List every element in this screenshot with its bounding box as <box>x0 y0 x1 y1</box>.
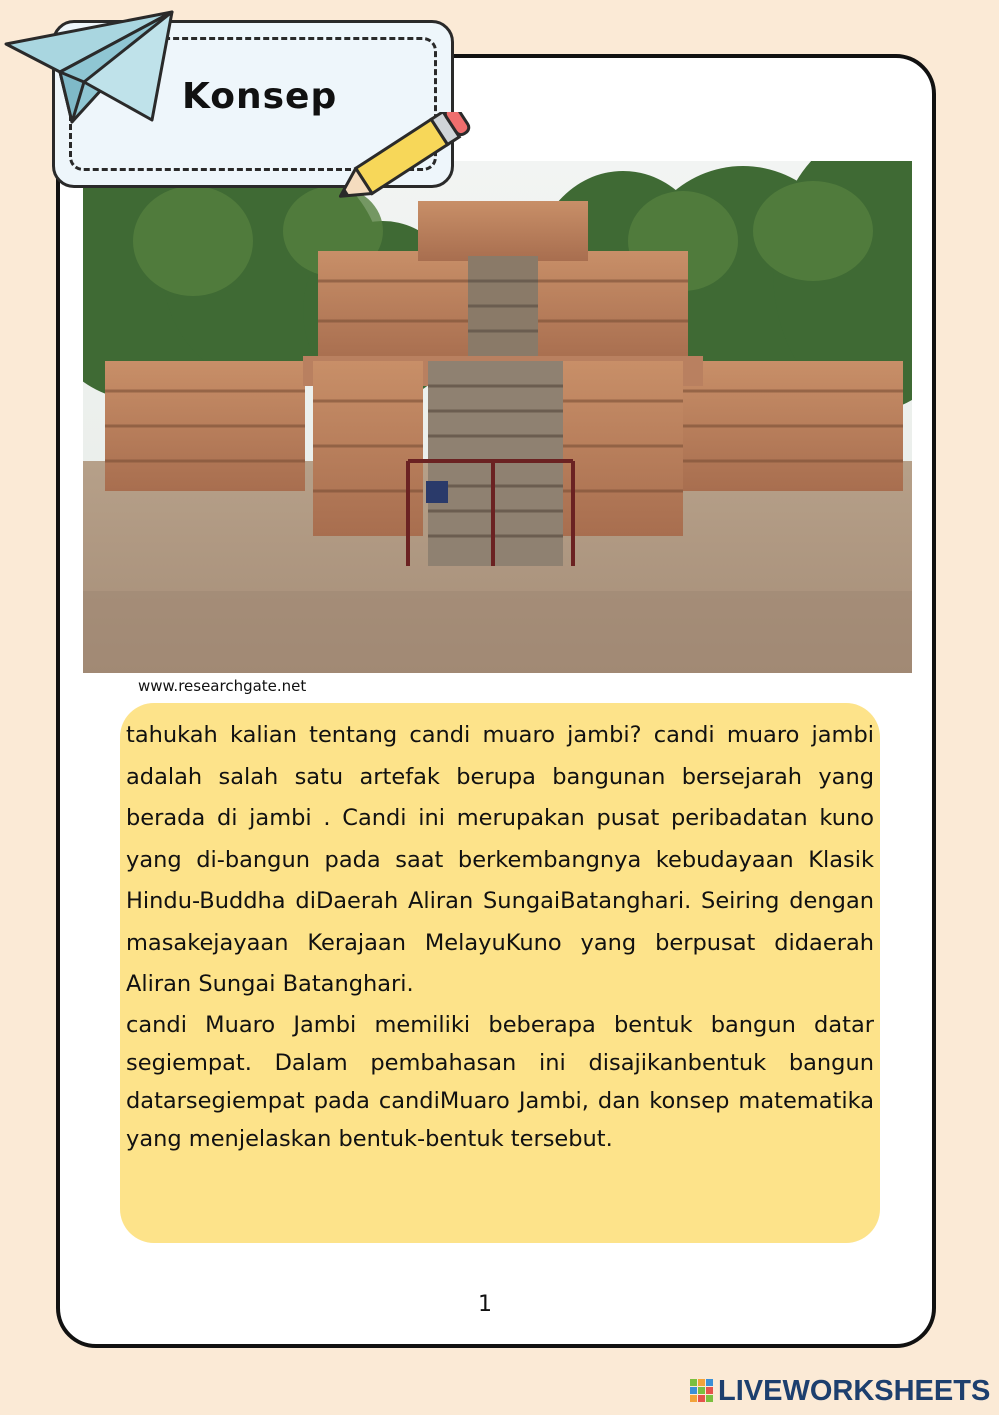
paper-plane-icon <box>0 0 180 140</box>
image-credit: www.researchgate.net <box>138 677 307 695</box>
concept-label: Konsep <box>182 76 338 117</box>
paragraph-intro: tahukah kalian tentang candi muaro jambi? candi muaro jambi adalah salah satu artefak berupa bangunan bersejarah yang berada di jambi . Candi ini merupakan pusat peribadatan kuno yang di-bangun pada saat berkembangnya kebudayaan Klasik Hindu-Buddha diDaerah Aliran SungaiBatanghari. Seiring dengan masakejayaan Kerajaan MelayuKuno yang berpusat didaerah Aliran Sungai Batanghari. <box>126 722 874 997</box>
page-number: 1 <box>478 1292 492 1317</box>
temple-photo <box>83 161 912 673</box>
liveworksheets-logo-icon <box>690 1377 714 1405</box>
paragraph-shapes: candi Muaro Jambi memiliki beberapa bentuk bangun datar segiempat. Dalam pembahasan ini disajikanbentuk bangun datarsegiempat pada candiMuaro Jambi, dan konsep matematika yang menjelaskan bentuk-bentuk tersebut. <box>126 1011 874 1153</box>
pencil-icon <box>318 112 478 207</box>
content-box <box>120 703 880 1243</box>
brand-name[interactable]: LIVEWORKSHEETS <box>718 1374 991 1407</box>
brand-footer <box>690 1373 990 1409</box>
